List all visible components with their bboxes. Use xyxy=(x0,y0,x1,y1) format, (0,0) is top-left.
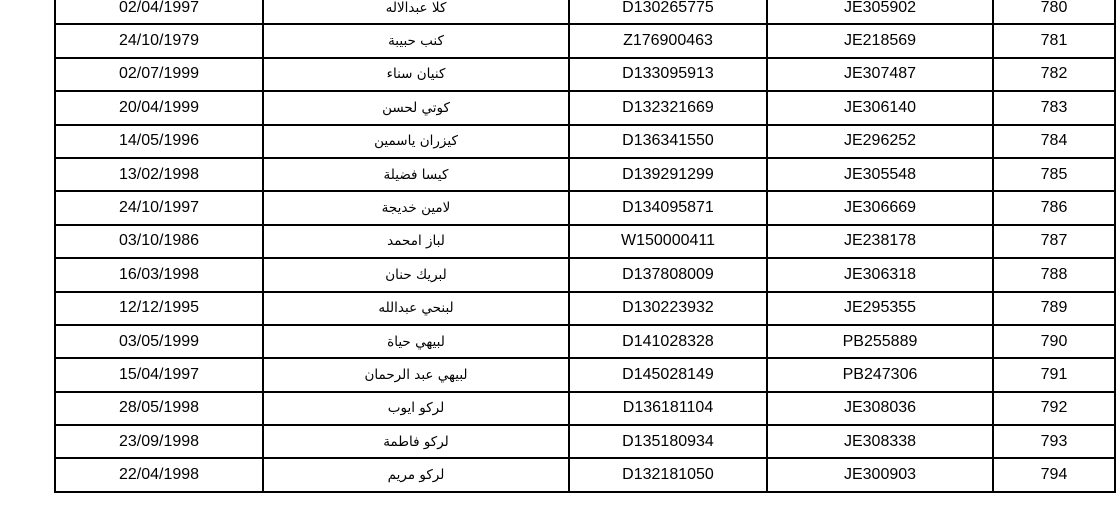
row-number-cell: 787 xyxy=(993,225,1115,258)
full-name-cell: كلا عبدالاله xyxy=(263,0,569,24)
row-number-cell: 789 xyxy=(993,292,1115,325)
birth-date-cell: 12/12/1995 xyxy=(55,292,263,325)
birth-date-cell: 20/04/1999 xyxy=(55,91,263,124)
birth-date-cell: 13/02/1998 xyxy=(55,158,263,191)
national-id-cell: D139291299 xyxy=(569,158,767,191)
full-name-cell: كيزران ياسمين xyxy=(263,125,569,158)
table-row xyxy=(55,125,1115,158)
full-name-cell: لبريك حنان xyxy=(263,258,569,291)
table-row xyxy=(55,0,1115,24)
student-code-cell: JE307487 xyxy=(767,58,993,91)
student-code-cell: JE306140 xyxy=(767,91,993,124)
table-row xyxy=(55,392,1115,425)
full-name-cell: كنب حبيبة xyxy=(263,24,569,57)
table-row xyxy=(55,91,1115,124)
row-number-cell: 784 xyxy=(993,125,1115,158)
student-code-cell: JE305902 xyxy=(767,0,993,24)
full-name-cell: كنيان سناء xyxy=(263,58,569,91)
birth-date-cell: 14/05/1996 xyxy=(55,125,263,158)
student-code-cell: PB255889 xyxy=(767,325,993,358)
student-code-cell: PB247306 xyxy=(767,358,993,391)
national-id-cell: D137808009 xyxy=(569,258,767,291)
national-id-cell: D134095871 xyxy=(569,191,767,224)
full-name-cell: لركو فاطمة xyxy=(263,425,569,458)
full-name-cell: لبيهي حياة xyxy=(263,325,569,358)
row-number-cell: 782 xyxy=(993,58,1115,91)
birth-date-cell: 03/05/1999 xyxy=(55,325,263,358)
full-name-cell: لبنحي عبدالله xyxy=(263,292,569,325)
national-id-cell: D132321669 xyxy=(569,91,767,124)
national-id-cell: D145028149 xyxy=(569,358,767,391)
full-name-cell: لبيهي عبد الرحمان xyxy=(263,358,569,391)
full-name-cell: لباز امحمد xyxy=(263,225,569,258)
national-id-cell: D141028328 xyxy=(569,325,767,358)
national-id-cell: D133095913 xyxy=(569,58,767,91)
row-number-cell: 794 xyxy=(993,458,1115,491)
table-row xyxy=(55,458,1115,491)
table-row xyxy=(55,358,1115,391)
row-number-cell: 788 xyxy=(993,258,1115,291)
national-id-cell: D130223932 xyxy=(569,292,767,325)
national-id-cell: D132181050 xyxy=(569,458,767,491)
full-name-cell: لركو مريم xyxy=(263,458,569,491)
row-number-cell: 790 xyxy=(993,325,1115,358)
table-row xyxy=(55,425,1115,458)
table-row xyxy=(55,191,1115,224)
table-row xyxy=(55,225,1115,258)
national-id-cell: Z176900463 xyxy=(569,24,767,57)
birth-date-cell: 03/10/1986 xyxy=(55,225,263,258)
row-number-cell: 792 xyxy=(993,392,1115,425)
student-code-cell: JE300903 xyxy=(767,458,993,491)
birth-date-cell: 02/07/1999 xyxy=(55,58,263,91)
row-number-cell: 783 xyxy=(993,91,1115,124)
table-row xyxy=(55,24,1115,57)
birth-date-cell: 24/10/1997 xyxy=(55,191,263,224)
birth-date-cell: 23/09/1998 xyxy=(55,425,263,458)
full-name-cell: كوتي لحسن xyxy=(263,91,569,124)
birth-date-cell: 15/04/1997 xyxy=(55,358,263,391)
national-id-cell: W150000411 xyxy=(569,225,767,258)
records-table-body xyxy=(55,0,1115,492)
row-number-cell: 793 xyxy=(993,425,1115,458)
birth-date-cell: 02/04/1997 xyxy=(55,0,263,24)
student-code-cell: JE306318 xyxy=(767,258,993,291)
birth-date-cell: 16/03/1998 xyxy=(55,258,263,291)
national-id-cell: D130265775 xyxy=(569,0,767,24)
birth-date-cell: 24/10/1979 xyxy=(55,24,263,57)
student-code-cell: JE238178 xyxy=(767,225,993,258)
student-code-cell: JE218569 xyxy=(767,24,993,57)
table-row xyxy=(55,325,1115,358)
row-number-cell: 780 xyxy=(993,0,1115,24)
student-code-cell: JE295355 xyxy=(767,292,993,325)
row-number-cell: 786 xyxy=(993,191,1115,224)
full-name-cell: لامين خديجة xyxy=(263,191,569,224)
national-id-cell: D136181104 xyxy=(569,392,767,425)
document-page xyxy=(54,0,1068,493)
student-code-cell: JE308338 xyxy=(767,425,993,458)
student-code-cell: JE306669 xyxy=(767,191,993,224)
row-number-cell: 781 xyxy=(993,24,1115,57)
national-id-cell: D135180934 xyxy=(569,425,767,458)
full-name-cell: لركو ايوب xyxy=(263,392,569,425)
row-number-cell: 785 xyxy=(993,158,1115,191)
row-number-cell: 791 xyxy=(993,358,1115,391)
table-row xyxy=(55,292,1115,325)
student-code-cell: JE305548 xyxy=(767,158,993,191)
table-row xyxy=(55,258,1115,291)
full-name-cell: كيسا فضيلة xyxy=(263,158,569,191)
student-code-cell: JE308036 xyxy=(767,392,993,425)
table-row xyxy=(55,58,1115,91)
birth-date-cell: 22/04/1998 xyxy=(55,458,263,491)
national-id-cell: D136341550 xyxy=(569,125,767,158)
table-row xyxy=(55,158,1115,191)
student-code-cell: JE296252 xyxy=(767,125,993,158)
birth-date-cell: 28/05/1998 xyxy=(55,392,263,425)
records-table xyxy=(54,0,1116,493)
